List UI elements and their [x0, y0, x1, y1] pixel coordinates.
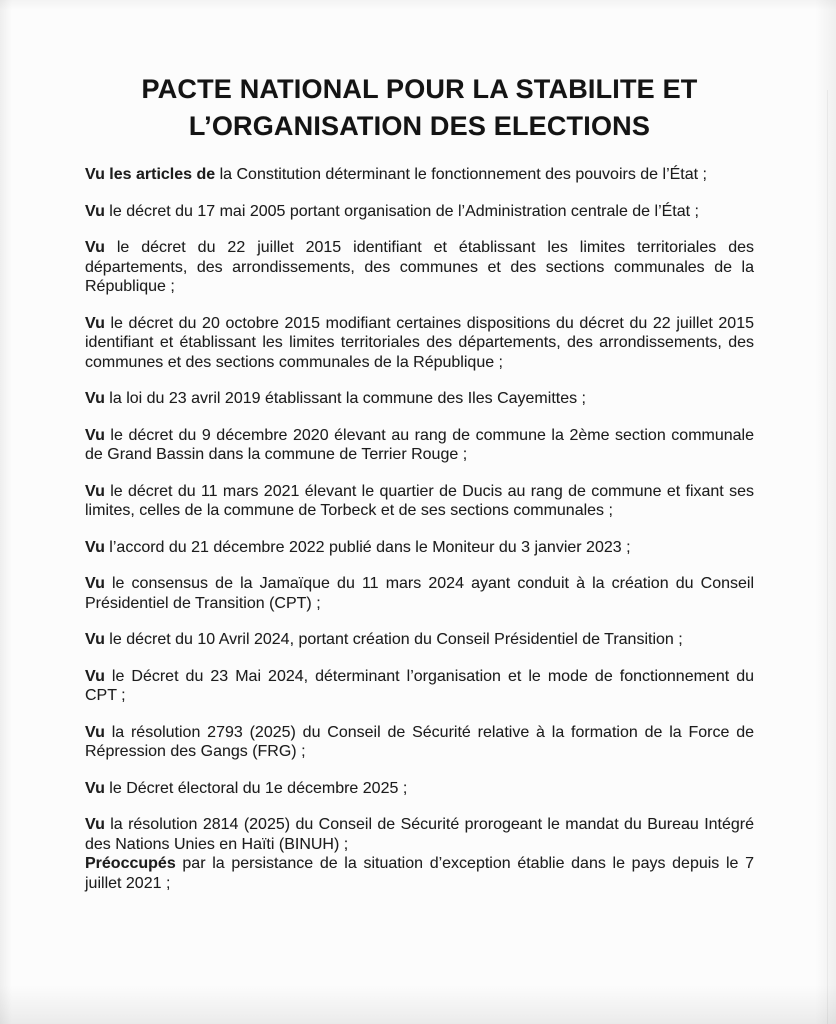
clause-text: la résolution 2814 (2025) du Conseil de Sécurité prorogeant le mandat du Bureau Intégré des Nations Unies en Haïti (BINUH) ;: [85, 816, 754, 853]
clause-text: le décret du 20 octobre 2015 modifiant certaines dispositions du décret du 22 juillet 2015 identifiant et établissant les limites territoriales des départements, des arrondissements, des communes et des sections communales de la République ;: [85, 314, 754, 371]
clause-text: la Constitution déterminant le fonctionnement des pouvoirs de l’État ;: [215, 166, 707, 183]
clause-paragraph: [85, 723, 754, 762]
clause-text: le décret du 22 juillet 2015 identifiant et établissant les limites territoriales des départements, des arrondissements, des communes et des sections communales de la République ;: [85, 239, 754, 295]
clause-lead: Vu: [85, 723, 105, 741]
clauses: [85, 165, 754, 893]
clause-text: le décret du 11 mars 2021 élevant le quartier de Ducis au rang de commune et fixant ses limites, celles de la commune de Torbeck et de ses sections communales ;: [85, 482, 754, 519]
clause-paragraph: [85, 238, 754, 297]
clause-lead: Vu: [85, 426, 105, 444]
clause-text: le Décret du 23 Mai 2024, déterminant l’organisation et le mode de fonctionnement du CPT ;: [85, 667, 754, 704]
clause-text: la loi du 23 avril 2019 établissant la commune des Iles Cayemittes ;: [104, 390, 586, 407]
clause-text: le Décret électoral du 1e décembre 2025 ;: [104, 779, 408, 797]
clause-paragraph: [85, 574, 754, 613]
document-page: [85, 0, 754, 893]
document-title: [85, 0, 754, 145]
clause-paragraph: [85, 482, 754, 521]
clause-text: par la persistance de la situation d’exception établie dans le pays depuis le 7 juillet 2021 ;: [85, 855, 754, 892]
document-title-line-2: L’ORGANISATION DES ELECTIONS: [188, 111, 651, 141]
clause-paragraph: [85, 165, 754, 185]
clause-paragraph: [85, 202, 754, 222]
document-title-line-1: PACTE NATIONAL POUR LA STABILITE ET: [141, 74, 698, 104]
clause-lead: Vu: [85, 482, 105, 500]
clause-lead: Vu: [85, 667, 105, 685]
clause-paragraph: [85, 426, 754, 465]
clause-text: le consensus de la Jamaïque du 11 mars 2024 ayant conduit à la création du Conseil Présidentiel de Transition (CPT) ;: [85, 575, 754, 612]
clause-paragraph: [85, 389, 754, 409]
clause-lead: Vu: [85, 631, 105, 648]
clause-text: le décret du 17 mai 2005 portant organisation de l’Administration centrale de l’État ;: [104, 202, 699, 220]
clause-lead: Vu: [85, 390, 105, 407]
clause-lead: Vu: [85, 202, 105, 220]
clause-lead: Vu les articles de: [85, 166, 216, 183]
clause-text: l’accord du 21 décembre 2022 publié dans le Moniteur du 3 janvier 2023 ;: [104, 538, 631, 556]
clause-paragraph: [85, 314, 754, 373]
clause-paragraph: [85, 854, 754, 893]
clause-text: le décret du 10 Avril 2024, portant création du Conseil Présidentiel de Transition ;: [104, 631, 683, 648]
clause-lead: Vu: [85, 779, 105, 797]
clause-paragraph: [85, 815, 754, 854]
clause-lead: Vu: [85, 816, 105, 833]
clause-text: le décret du 9 décembre 2020 élevant au rang de commune la 2ème section communale de Grand Bassin dans la commune de Terrier Rouge ;: [85, 426, 754, 463]
clause-paragraph: [85, 779, 754, 799]
clause-lead: Préoccupés: [85, 855, 176, 872]
clause-paragraph: [85, 667, 754, 706]
clause-paragraph: [85, 538, 754, 558]
page-right-edge-line: [827, 90, 828, 1024]
clause-lead: Vu: [85, 538, 105, 556]
clause-lead: Vu: [85, 314, 105, 332]
clause-lead: Vu: [85, 239, 105, 256]
clause-paragraph: [85, 630, 754, 650]
clause-text: la résolution 2793 (2025) du Conseil de Sécurité relative à la formation de la Force de Répression des Gangs (FRG) ;: [85, 723, 754, 760]
clause-lead: Vu: [85, 575, 105, 592]
